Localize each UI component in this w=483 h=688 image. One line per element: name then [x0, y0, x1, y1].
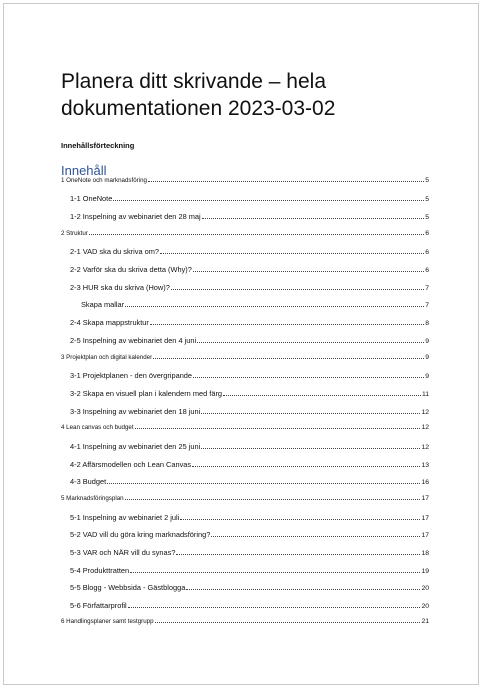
toc-entry[interactable]: [61, 566, 429, 575]
toc-entry-page-number: 5: [425, 177, 429, 184]
toc-entry[interactable]: [61, 618, 429, 625]
toc-entry[interactable]: [61, 177, 429, 184]
toc-entry[interactable]: [61, 194, 429, 203]
toc-entry[interactable]: [61, 265, 429, 274]
toc-entry-page-number: 20: [421, 603, 429, 610]
dot-leader: [130, 571, 420, 573]
toc-entry-page-number: 17: [421, 515, 429, 522]
document-title: Planera ditt skrivande – hela dokumentationen 2023-03-02: [61, 70, 336, 120]
toc-entry-page-number: 13: [421, 462, 429, 469]
toc-entry-page-number: 5: [425, 214, 429, 221]
toc-entry-page-number: 9: [425, 354, 429, 361]
toc-entry[interactable]: [61, 442, 429, 451]
toc-entry-page-number: 11: [421, 391, 429, 398]
toc-entry-label: 2-3 HUR ska du skriva (How)?: [70, 283, 170, 292]
toc-heading: Innehåll: [61, 163, 107, 178]
toc-entry-page-number: 6: [425, 230, 429, 237]
toc-entry[interactable]: [61, 601, 429, 610]
toc-entry-label: 5-2 VAD vill du göra kring marknadsföring?: [70, 530, 211, 539]
toc-entry[interactable]: [61, 247, 429, 256]
dot-leader: [202, 217, 425, 219]
dot-leader: [197, 341, 424, 343]
dot-leader: [148, 180, 424, 182]
dot-leader: [176, 553, 420, 555]
toc-entry-page-number: 17: [421, 532, 429, 539]
toc-entry-page-number: 6: [425, 267, 429, 274]
toc-entry-label: 1 OneNote och marknadsföring: [61, 177, 147, 184]
toc-entry-label: 5-4 Produkttratten: [70, 566, 130, 575]
toc-entry-label: Skapa mallar: [81, 300, 125, 309]
toc-entry-label: 4-2 Affärsmodellen och Lean Canvas: [70, 460, 192, 469]
toc-entry-page-number: 12: [421, 409, 429, 416]
toc-entry-label: 3-3 Inspelning av webinariet den 18 juni: [70, 407, 201, 416]
dot-leader: [180, 518, 420, 520]
document-page: [3, 3, 479, 685]
dot-leader: [193, 376, 424, 378]
toc-entry-page-number: 20: [421, 585, 429, 592]
toc-entry-label: 5-3 VAR och NÄR vill du synas?: [70, 548, 176, 557]
dot-leader: [171, 288, 424, 290]
toc-entry-label: 5-1 Inspelning av webinariet 2 juli: [70, 513, 180, 522]
dot-leader: [193, 270, 424, 272]
dot-leader: [113, 199, 424, 201]
toc-entry[interactable]: [61, 548, 429, 557]
toc-entry[interactable]: [61, 424, 429, 431]
toc-entry[interactable]: [61, 300, 429, 309]
toc-entry-label: 2-4 Skapa mappstruktur: [70, 318, 149, 327]
toc-entry[interactable]: [61, 460, 429, 469]
dot-leader: [128, 606, 421, 608]
toc-entry[interactable]: [61, 318, 429, 327]
toc-entry[interactable]: [61, 407, 429, 416]
toc-entry[interactable]: [61, 477, 429, 486]
toc-entry-label: 2-1 VAD ska du skriva om?: [70, 247, 159, 256]
dot-leader: [211, 535, 420, 537]
toc-entry-label: 6 Handlingsplaner samt testgrupp: [61, 618, 154, 625]
dot-leader: [153, 357, 424, 359]
toc-entry[interactable]: [61, 530, 429, 539]
toc-entry[interactable]: [61, 230, 429, 237]
toc-entry-page-number: 19: [421, 568, 429, 575]
toc-caption: Innehållsförteckning: [61, 141, 135, 150]
toc-entry-page-number: 9: [425, 338, 429, 345]
toc-entry-page-number: 17: [421, 495, 429, 502]
toc-entry[interactable]: [61, 354, 429, 361]
toc-entry[interactable]: [61, 283, 429, 292]
toc-entry[interactable]: [61, 513, 429, 522]
dot-leader: [155, 621, 421, 623]
toc-entry-page-number: 5: [425, 196, 429, 203]
toc-entry-page-number: 8: [425, 320, 429, 327]
toc-entry[interactable]: [61, 371, 429, 380]
toc-entry-page-number: 12: [421, 424, 429, 431]
dot-leader: [201, 412, 420, 414]
dot-leader: [192, 465, 420, 467]
toc-entry-label: 4 Lean canvas och budget: [61, 424, 134, 431]
toc-entry-page-number: 18: [421, 550, 429, 557]
toc-entry-page-number: 7: [425, 285, 429, 292]
toc-entry-label: 5-6 Författarprofil: [70, 601, 127, 610]
toc-entry-label: 3 Projektplan och digital kalender: [61, 354, 153, 361]
toc-entry[interactable]: [61, 212, 429, 221]
toc-entry-label: 5-5 Blogg - Webbsida - Gästblogga: [70, 583, 186, 592]
toc-entry-label: 2 Struktur: [61, 230, 88, 237]
dot-leader: [107, 482, 420, 484]
toc-entry-page-number: 9: [425, 373, 429, 380]
toc-entry-label: 1-1 OneNote: [70, 194, 113, 203]
toc-entry-page-number: 12: [421, 444, 429, 451]
dot-leader: [186, 588, 420, 590]
dot-leader: [150, 323, 424, 325]
toc-entry-label: 2-2 Varför ska du skriva detta (Why)?: [70, 265, 192, 274]
toc-entry[interactable]: [61, 583, 429, 592]
dot-leader: [223, 394, 421, 396]
toc-entry-label: 4-1 Inspelning av webinariet den 25 juni: [70, 442, 201, 451]
toc-entry-page-number: 6: [425, 249, 429, 256]
toc-entry-page-number: 21: [421, 618, 429, 625]
toc-entry-label: 4-3 Budget: [70, 477, 107, 486]
toc-entry-page-number: 16: [421, 479, 429, 486]
toc-entry-label: 3-2 Skapa en visuell plan i kalendern med färg: [70, 389, 223, 398]
dot-leader: [125, 498, 421, 500]
toc-entry[interactable]: [61, 389, 429, 398]
toc-entry-label: 5 Marknadsföringsplan: [61, 495, 124, 502]
toc-entry-label: 1-2 Inspelning av webinariet den 28 maj: [70, 212, 201, 221]
toc-entry[interactable]: [61, 336, 429, 345]
dot-leader: [89, 233, 424, 235]
toc-entry[interactable]: [61, 495, 429, 502]
dot-leader: [135, 427, 421, 429]
dot-leader: [125, 305, 424, 307]
toc-entry-page-number: 7: [425, 302, 429, 309]
dot-leader: [201, 447, 420, 449]
dot-leader: [160, 252, 424, 254]
toc-entry-label: 2-5 Inspelning av webinariet den 4 juni: [70, 336, 197, 345]
toc-entry-label: 3-1 Projektplanen - den övergripande: [70, 371, 193, 380]
